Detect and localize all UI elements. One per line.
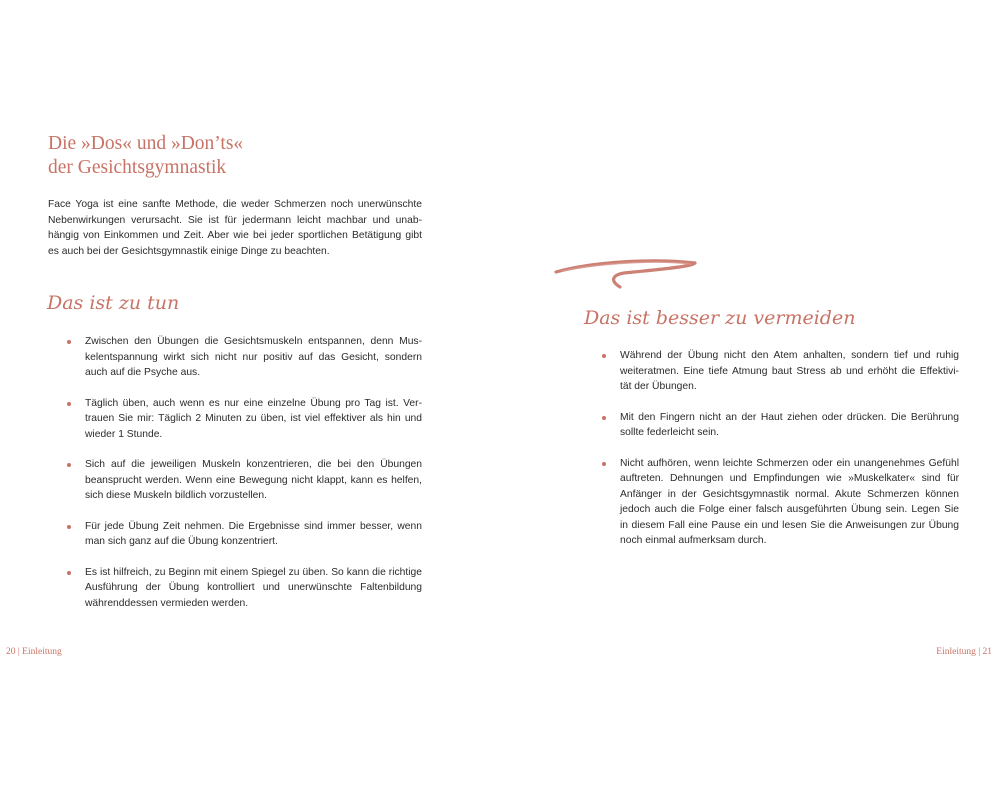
list-item-line: auftreten. Dehnungen und Empfindungen wie »Muskelkater« sind für: [620, 473, 959, 484]
right-page: [500, 0, 1000, 800]
bullet-dot-icon: [602, 416, 606, 420]
list-item-line: in diesem Fall eine Pause ein und lesen Sie die Anweisungen zur Übung: [620, 519, 959, 531]
bullet-dot-icon: [67, 525, 71, 529]
list-item-line: beansprucht werden. Wenn eine Bewegung nicht klappt, kann es helfen,: [85, 474, 422, 486]
list-item: [66, 334, 422, 381]
list-item-line: Für jede Übung Zeit nehmen. Die Ergebnisse sind immer besser, wenn: [85, 520, 422, 532]
bullet-dot-icon: [67, 340, 71, 344]
list-item-line: Nicht aufhören, wenn leichte Schmerzen oder ein unangenehmes Gefühl: [620, 457, 959, 469]
list-item-line: Zwischen den Übungen die Gesichtsmuskeln entspannen, denn Mus-: [85, 336, 422, 347]
list-item-line: wieder 1 Stunde.: [85, 428, 163, 440]
list-item-line: Mit den Fingern nicht an der Haut ziehen oder drücken. Die Berührung: [620, 411, 959, 423]
bullet-dot-icon: [602, 462, 606, 466]
intro-line: Nebenwirkungen verursacht. Sie ist für jedermann leicht machbar und unab-: [48, 214, 422, 226]
list-item: [66, 565, 422, 612]
intro-line: es auch bei der Gesichtsgymnastik einige Dinge zu beachten.: [48, 245, 330, 257]
list-item-line: sich diese Muskeln bildlich vorzustellen.: [85, 490, 267, 501]
list-item-line: auch auf die Psyche aus.: [85, 367, 201, 378]
list-item-line: noch einmal aufmerksam durch.: [620, 535, 767, 546]
list-item-line: Es ist hilfreich, zu Beginn mit einem Spiegel zu üben. So kann die richtige: [85, 566, 422, 578]
avoid-list: [601, 348, 959, 564]
brush-stroke-decoration: [552, 254, 698, 294]
list-item-line: weiteratmen. Eine tiefe Atmung baut Stress ab und erhöht die Effektivi-: [620, 365, 959, 377]
section-heading-do: Das ist zu tun: [47, 292, 180, 314]
list-item: [66, 457, 422, 504]
do-list: [66, 334, 422, 626]
intro-line: hängig von Einkommen und Zeit. Aber wie bei jeder sportlichen Betätigung gibt: [48, 230, 422, 241]
page-title: [48, 132, 448, 180]
list-item: [601, 410, 959, 441]
list-item: [66, 519, 422, 550]
list-item-line: tät der Übungen.: [620, 381, 697, 392]
list-item-line: Anfänger in der Gesichtsgymnastik normal. Akute Schmerzen können: [620, 488, 959, 500]
list-item-line: währenddessen vermieden werden.: [85, 597, 249, 609]
list-item-line: kelentspannung wirkt sich nicht nur positiv auf das Gesicht, sondern: [85, 351, 422, 363]
list-item: [66, 396, 422, 443]
list-item: [601, 456, 959, 549]
section-heading-avoid: Das ist besser zu vermeiden: [584, 307, 856, 329]
list-item-line: man sich ganz auf die Übung konzentriert.: [85, 536, 278, 547]
list-item: [601, 348, 959, 395]
title-line: der Gesichtsgymnastik: [48, 157, 227, 178]
page-footer-right: Einleitung | 21: [936, 647, 992, 657]
bullet-dot-icon: [67, 402, 71, 406]
list-item-line: sollte federleicht sein.: [620, 427, 720, 438]
list-item-line: Ausführung der Übung kontrolliert und unerwünschte Faltenbildung: [85, 582, 422, 593]
bullet-dot-icon: [67, 571, 71, 575]
bullet-dot-icon: [67, 463, 71, 467]
list-item-line: jedoch auch die Folge einer falsch ausgeführten Übung sein. Legen Sie: [620, 504, 959, 515]
title-line: Die »Dos« und »Don’ts«: [48, 133, 244, 154]
bullet-dot-icon: [602, 354, 606, 358]
list-item-line: Sich auf die jeweiligen Muskeln konzentrieren, die bei den Übungen: [85, 459, 422, 470]
intro-line: Face Yoga ist eine sanfte Methode, die weder Schmerzen noch unerwünschte: [48, 199, 422, 210]
intro-paragraph: [48, 197, 422, 259]
list-item-line: trauen Sie mir: Täglich 2 Minuten zu üben, ist viel effektiver als hin und: [85, 413, 422, 424]
page-footer-left: 20 | Einleitung: [6, 647, 62, 657]
list-item-line: Während der Übung nicht den Atem anhalten, sondern tief und ruhig: [620, 350, 959, 361]
list-item-line: Täglich üben, auch wenn es nur eine einzelne Übung pro Tag ist. Ver-: [85, 397, 422, 409]
